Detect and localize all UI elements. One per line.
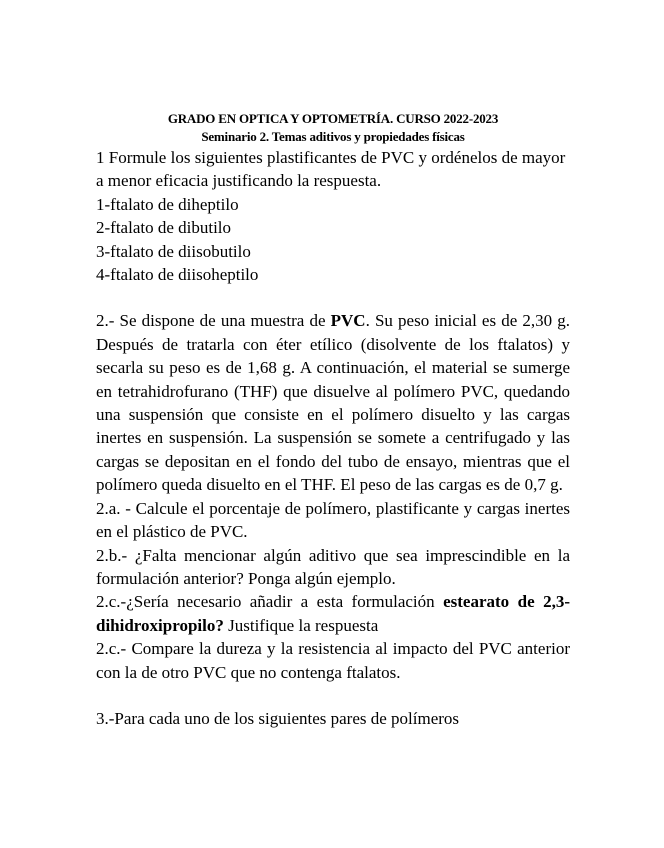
document-title: GRADO EN OPTICA Y OPTOMETRÍA. CURSO 2022-2023 (167, 111, 499, 126)
question-2a: 2.a. - Calcule el porcentaje de polímero, plastificante y cargas inertes en el plástico de PVC. (96, 498, 570, 542)
document-body (96, 146, 570, 730)
question-1-item: 4-ftalato de diisoheptilo (96, 265, 259, 285)
document-page (96, 110, 570, 730)
question-2c-second: 2.c.- Compare la dureza y la resistencia al impacto del PVC anterior con la de otro PVC que no contenga ftalatos. (96, 639, 570, 682)
question-1-text: 1 Formule los siguientes plastificantes de PVC y ordénelos de mayor a menor eficacia justificando la respuesta. (96, 148, 566, 191)
question-2-intro-bold: PVC (330, 311, 366, 331)
question-2b: 2.b.- ¿Falta mencionar algún aditivo que sea imprescindible en la formulación anterior? Ponga algún ejemplo. (96, 545, 570, 588)
question-2-intro-start: 2.- Se dispone de una muestra de (96, 311, 331, 331)
question-2c-end: Justifique la respuesta (223, 615, 379, 635)
document-subtitle: Seminario 2. Temas aditivos y propiedades físicas (201, 129, 465, 144)
question-1-item: 1-ftalato de diheptilo (96, 194, 239, 214)
question-3-text: 3.-Para cada uno de los siguientes pares de polímeros (96, 708, 460, 728)
question-1-item: 3-ftalato de diisobutilo (96, 241, 251, 261)
question-2c-bold: estearato de 2,3-dihidroxipropilo? (96, 592, 570, 635)
question-1-item: 2-ftalato de dibutilo (96, 218, 232, 238)
paragraph-spacer (96, 286, 570, 309)
paragraph-spacer (96, 684, 570, 707)
question-2c-start: 2.c.-¿Sería necesario añadir a esta formulación (96, 592, 444, 612)
question-2c-first (96, 590, 570, 637)
question-2-intro (96, 309, 570, 496)
question-2-intro-rest: . Su peso inicial es de 2,30 g. Después de tratarla con éter etílico (disolvente de los ftalatos) y secarla su peso es de 1,68 g. A continuación, el material se sumerge en tetrahidrofurano (THF) que disuelve al polímero PVC, quedando una suspensión que consiste en el polímero disuelto y las cargas inertes en suspensión. La suspensión se somete a centrifugado y las cargas se depositan en el fondo del tubo de ensayo, mientras que el polímero queda disuelto en el THF. El peso de las cargas es de 0,7 g. (96, 311, 571, 495)
